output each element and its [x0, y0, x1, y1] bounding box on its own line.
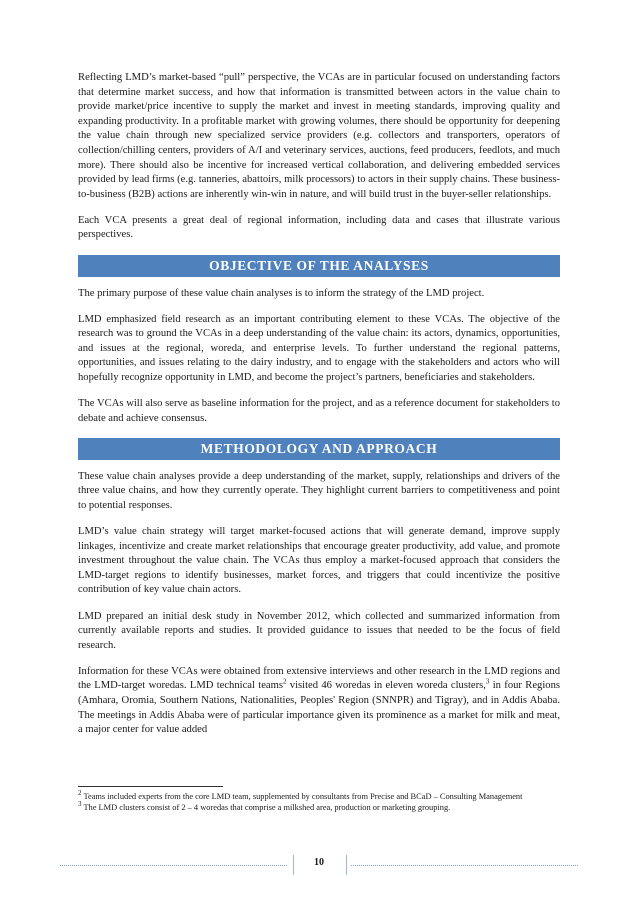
footnote-mark-3: 3: [78, 800, 82, 809]
info-text-2: visited 46 woredas in eleven woreda clusters,: [286, 680, 486, 692]
footnote-mark-2: 2: [78, 789, 82, 798]
footnote-3-text: The LMD clusters consist of 2 – 4 woredas that comprise a milkshed area, production or marketing grouping.: [81, 803, 451, 813]
footnote-separator: [78, 786, 223, 787]
heading-objective: OBJECTIVE OF THE ANALYSES: [78, 255, 560, 277]
paragraph-market-pull: Reflecting LMD’s market-based “pull” perspective, the VCAs are in particular focused on understanding factors that determine market success, and how that information is transmitted between actors in the value chain to provide market/price incentive to supply the market and invest in meeting standards, improving quality and expanding productivity. In a profitable market with growing volumes, there should be opportunity for deepening the value chain through new specialized service providers (e.g. collectors and transporters, operators of collection/chilling centers, providers of A/I and veterinary services, auctions, feed producers, feedlots, and much more). There should also be incentive for increased vertical collaboration, and delivering embedded services provided by lead firms (e.g. tanneries, abattoirs, milk processors) to actors in their supply chains. These business-to-business (B2B) actions are inherently win-win in nature, and will build trust in the buyer-seller relationships.: [78, 72, 560, 200]
page-body: [78, 71, 560, 749]
paragraph-information-sources: [78, 665, 560, 738]
paragraph-primary-purpose: The primary purpose of these value chain analyses is to inform the strategy of the LMD project.: [78, 287, 485, 299]
footnote-2-text: Teams included experts from the core LMD team, supplemented by consultants from Precise and BCaD – Consulting Management: [81, 792, 523, 801]
footnotes: [78, 791, 560, 813]
paragraph-baseline: The VCAs will also serve as baseline information for the project, and as a reference document for stakeholders to debate and achieve consensus.: [78, 398, 560, 424]
paragraph-strategy: LMD’s value chain strategy will target market-focused actions that will generate demand, improve supply linkages, incentivize and create market relationships that encourage greater productivity, add value, and promote investment throughout the value chain. The VCAs thus employ a market-focused approach that considers the LMD-target regions to identify businesses, market forces, and triggers that could incentivize the positive contribution of key value chain actors.: [78, 526, 560, 596]
footnote-ref-2: 2: [282, 677, 287, 686]
paragraph-deep-understanding: These value chain analyses provide a deep understanding of the market, supply, relationships and drivers of the three value chains, and how they currently operate. They highlight current barriers to competitiveness and point to potential responses.: [78, 470, 560, 511]
footnote-2: [78, 791, 560, 802]
paragraph-desk-study: LMD prepared an initial desk study in November 2012, which collected and summarized information from currently available reports and studies. It provided guidance to issues that needed to be the focus of field research.: [78, 610, 560, 651]
paragraph-regional-info: Each VCA presents a great deal of regional information, including data and cases that illustrate various perspectives.: [78, 214, 560, 241]
page-number: 10: [314, 857, 324, 868]
heading-methodology: METHODOLOGY AND APPROACH: [78, 438, 560, 460]
footnote-3: [78, 802, 560, 813]
paragraph-field-research: LMD emphasized field research as an important contributing element to these VCAs. The objective of the research was to ground the VCAs in a deep understanding of the value chain: its actors, dynamics, opportunities, and issues at the regional, woreda, and enterprise levels. To further understand the regional patterns, opportunities, and issues relating to the dairy industry, and to engage with the stakeholders and actors who will hopefully recognize opportunity in LMD, and become the project’s partners, beneficiaries and stakeholders.: [78, 313, 560, 383]
info-text-1: Information for these VCAs were obtained from extensive interviews and other research in the LMD regions and the LMD-target woredas. LMD technical teams: [78, 665, 560, 692]
footer-rule-left: [60, 865, 287, 866]
info-text-3: in four Regions (Amhara, Oromia, Southern Nations, Nationalities, Peoples' Region (SNNPR) and Tigray), and in Addis Ababa. The meetings in Addis Ababa were of particular importance given its prominence as a market for milk and meat, a major center for value added: [78, 680, 560, 736]
page-footer: [60, 855, 578, 875]
footnote-ref-3: 3: [485, 677, 490, 686]
footer-rule-right: [351, 865, 578, 866]
